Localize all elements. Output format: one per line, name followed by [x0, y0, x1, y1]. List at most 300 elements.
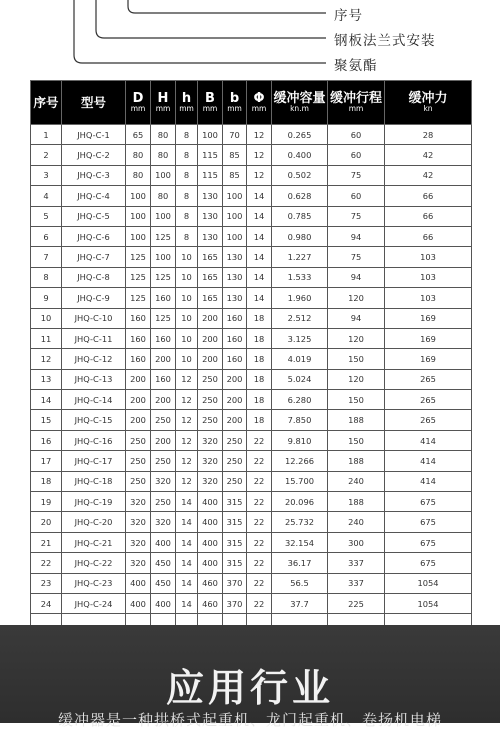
table-cell: 75	[328, 206, 385, 226]
table-cell: 160	[223, 349, 247, 369]
column-header-label: 序号	[33, 94, 59, 110]
table-cell: 103	[385, 288, 472, 308]
table-cell: 100	[223, 206, 247, 226]
column-header-0	[31, 81, 62, 125]
table-cell: 21	[31, 532, 62, 552]
table-row	[31, 145, 472, 165]
table-cell: JHQ-C-13	[62, 369, 126, 389]
table-cell: 200	[223, 369, 247, 389]
table-cell: 675	[385, 553, 472, 573]
table-cell: 80	[126, 145, 151, 165]
table-cell: JHQ-C-8	[62, 267, 126, 287]
column-header-3	[151, 81, 176, 125]
table-cell: 14	[247, 267, 272, 287]
table-cell: 1	[31, 125, 62, 145]
table-cell: 60	[328, 186, 385, 206]
table-cell: 94	[328, 308, 385, 328]
table-cell: 450	[151, 553, 176, 573]
table-cell: 450	[151, 573, 176, 593]
table-cell: 265	[385, 369, 472, 389]
leader-line-material	[74, 0, 326, 63]
table-row	[31, 247, 472, 267]
table-row	[31, 267, 472, 287]
table-cell: 250	[198, 390, 223, 410]
table-cell: 675	[385, 532, 472, 552]
column-header-2	[126, 81, 151, 125]
table-cell: 200	[151, 390, 176, 410]
table-cell: 23	[31, 573, 62, 593]
table-cell: 225	[328, 593, 385, 613]
table-cell: 8	[176, 206, 198, 226]
table-cell: 414	[385, 451, 472, 471]
column-header-6	[223, 81, 247, 125]
table-cell: 7	[31, 247, 62, 267]
table-cell: 315	[223, 512, 247, 532]
table-cell: 42	[385, 165, 472, 185]
table-row	[31, 369, 472, 389]
table-cell: 56.5	[272, 573, 328, 593]
table-cell: JHQ-C-23	[62, 573, 126, 593]
table-cell: 200	[151, 430, 176, 450]
table-cell: 100	[151, 247, 176, 267]
banner-title: 应用行业	[165, 665, 334, 710]
table-cell: 14	[176, 553, 198, 573]
table-cell: 18	[247, 328, 272, 348]
table-cell: 250	[151, 451, 176, 471]
table-cell: JHQ-C-6	[62, 226, 126, 246]
table-cell: 22	[247, 593, 272, 613]
table-cell: 25.732	[272, 512, 328, 532]
table-cell: 160	[151, 288, 176, 308]
table-cell: JHQ-C-21	[62, 532, 126, 552]
table-cell: 300	[328, 532, 385, 552]
table-cell: 160	[151, 328, 176, 348]
table-cell: 20	[31, 512, 62, 532]
table-cell: 10	[176, 328, 198, 348]
table-cell: 12	[176, 369, 198, 389]
column-header-7	[247, 81, 272, 125]
table-cell: 12.266	[272, 451, 328, 471]
table-cell: 0.785	[272, 206, 328, 226]
table-cell: 14	[247, 226, 272, 246]
table-cell: 120	[328, 328, 385, 348]
table-cell: 320	[198, 430, 223, 450]
column-header-label: 缓冲行程	[329, 90, 382, 106]
table-cell: 125	[151, 267, 176, 287]
table-cell: 10	[31, 308, 62, 328]
table-cell: 130	[223, 288, 247, 308]
table-cell: 400	[151, 532, 176, 552]
leader-line-serial	[128, 0, 326, 13]
table-cell: 315	[223, 553, 247, 573]
table-cell: 125	[151, 226, 176, 246]
table-cell: 6	[31, 226, 62, 246]
table-cell: 250	[126, 451, 151, 471]
table-cell: 315	[223, 492, 247, 512]
table-cell: 18	[247, 390, 272, 410]
table-cell: 169	[385, 328, 472, 348]
table-cell: 12	[176, 430, 198, 450]
table-cell: 150	[328, 390, 385, 410]
table-cell: 60	[328, 145, 385, 165]
table-cell: 160	[126, 328, 151, 348]
table-cell: 160	[151, 369, 176, 389]
table-cell: 150	[328, 349, 385, 369]
table-cell: 1.227	[272, 247, 328, 267]
legend-label-mount: 钢板法兰式安装	[334, 33, 436, 49]
table-cell: 0.628	[272, 186, 328, 206]
table-row	[31, 288, 472, 308]
table-cell: 32.154	[272, 532, 328, 552]
table-row	[31, 512, 472, 532]
table-cell: 14	[176, 593, 198, 613]
table-row	[31, 532, 472, 552]
table-cell: 400	[198, 492, 223, 512]
table-body	[31, 125, 472, 643]
table-cell: 14	[176, 512, 198, 532]
table-cell: 14	[247, 206, 272, 226]
table-cell: 240	[328, 471, 385, 491]
table-cell: 165	[198, 288, 223, 308]
table-row	[31, 390, 472, 410]
table-cell: 65	[126, 125, 151, 145]
table-cell: 14	[247, 186, 272, 206]
table-cell: 125	[151, 308, 176, 328]
column-header-label: 缓冲力	[408, 90, 448, 106]
table-row	[31, 328, 472, 348]
table-cell: 60	[328, 125, 385, 145]
table-cell: 8	[176, 125, 198, 145]
table-cell: 0.980	[272, 226, 328, 246]
column-header-9	[328, 81, 385, 125]
column-header-unit: mm	[251, 104, 267, 114]
table-row	[31, 226, 472, 246]
table-row	[31, 349, 472, 369]
table-cell: 315	[223, 532, 247, 552]
table-cell: 103	[385, 247, 472, 267]
table-cell: 66	[385, 186, 472, 206]
table-cell: 1.533	[272, 267, 328, 287]
table-cell: 0.400	[272, 145, 328, 165]
table-row	[31, 186, 472, 206]
table-cell: 1054	[385, 593, 472, 613]
table-cell: 320	[126, 512, 151, 532]
column-header-1	[62, 81, 126, 125]
table-cell: 8	[176, 226, 198, 246]
table-cell: 3	[31, 165, 62, 185]
table-cell: 14	[247, 288, 272, 308]
table-cell: 14	[31, 390, 62, 410]
table-cell: 75	[328, 247, 385, 267]
table-cell: 12	[247, 145, 272, 165]
table-cell: JHQ-C-12	[62, 349, 126, 369]
table-cell: 250	[198, 410, 223, 430]
table-header	[31, 81, 472, 125]
table-cell: 18	[31, 471, 62, 491]
table-cell: 1054	[385, 573, 472, 593]
table-cell: 460	[198, 573, 223, 593]
table-cell: 22	[247, 492, 272, 512]
table-cell: 120	[328, 288, 385, 308]
table-cell: 12	[176, 390, 198, 410]
table-cell: 14	[176, 532, 198, 552]
table-row	[31, 410, 472, 430]
table-cell: 12	[247, 125, 272, 145]
table-cell: 13	[31, 369, 62, 389]
column-header-label: b	[229, 90, 240, 106]
table-cell: 414	[385, 471, 472, 491]
table-cell: 8	[176, 165, 198, 185]
table-cell: 19	[31, 492, 62, 512]
table-cell: 80	[126, 165, 151, 185]
table-cell: 94	[328, 267, 385, 287]
leader-line-mount	[96, 0, 326, 38]
table-cell: JHQ-C-16	[62, 430, 126, 450]
table-row	[31, 125, 472, 145]
table-cell: 240	[328, 512, 385, 532]
legend-diagram	[0, 0, 500, 80]
column-header-unit: mm	[155, 104, 171, 114]
table-cell: JHQ-C-22	[62, 553, 126, 573]
table-cell: 20.096	[272, 492, 328, 512]
table-cell: JHQ-C-3	[62, 165, 126, 185]
banner-subtitle: 缓冲器是一种拱桥式起重机、龙门起重机、卷扬机电梯	[57, 711, 442, 729]
table-cell: 200	[223, 390, 247, 410]
table-cell: 17	[31, 451, 62, 471]
table-cell: 5.024	[272, 369, 328, 389]
table-row	[31, 553, 472, 573]
table-cell: JHQ-C-1	[62, 125, 126, 145]
table-cell: 130	[198, 226, 223, 246]
table-cell: 675	[385, 492, 472, 512]
table-cell: 320	[198, 471, 223, 491]
table-cell: 66	[385, 226, 472, 246]
table-cell: 100	[223, 186, 247, 206]
table-cell: 6.280	[272, 390, 328, 410]
table-row	[31, 573, 472, 593]
table-cell: 42	[385, 145, 472, 165]
table-cell: 22	[247, 512, 272, 532]
column-header-label: B	[205, 90, 215, 106]
table-row	[31, 308, 472, 328]
table-cell: 250	[198, 369, 223, 389]
table-cell: 80	[151, 125, 176, 145]
table-cell: 188	[328, 451, 385, 471]
table-cell: 130	[198, 206, 223, 226]
table-cell: JHQ-C-2	[62, 145, 126, 165]
spec-table	[30, 80, 472, 643]
table-cell: 200	[198, 328, 223, 348]
table-cell: 8	[31, 267, 62, 287]
column-header-unit: mm	[202, 104, 218, 114]
table-row	[31, 165, 472, 185]
column-header-4	[176, 81, 198, 125]
table-cell: 7.850	[272, 410, 328, 430]
table-cell: 250	[151, 492, 176, 512]
table-row	[31, 206, 472, 226]
table-cell: 169	[385, 308, 472, 328]
table-cell: 188	[328, 492, 385, 512]
table-cell: 125	[126, 247, 151, 267]
table-cell: 160	[223, 328, 247, 348]
table-cell: 414	[385, 430, 472, 450]
column-header-label: h	[181, 90, 192, 106]
table-cell: 1.960	[272, 288, 328, 308]
spec-table-wrapper	[30, 80, 471, 643]
table-cell: JHQ-C-9	[62, 288, 126, 308]
table-cell: 2.512	[272, 308, 328, 328]
table-cell: 4	[31, 186, 62, 206]
table-cell: 10	[176, 349, 198, 369]
application-banner	[0, 625, 500, 729]
table-cell: 250	[126, 471, 151, 491]
table-cell: 18	[247, 369, 272, 389]
table-cell: 165	[198, 247, 223, 267]
table-cell: JHQ-C-7	[62, 247, 126, 267]
table-cell: JHQ-C-5	[62, 206, 126, 226]
table-cell: 15	[31, 410, 62, 430]
table-cell: 250	[126, 430, 151, 450]
table-cell: 320	[126, 532, 151, 552]
table-cell: 14	[176, 492, 198, 512]
table-cell: 120	[328, 369, 385, 389]
column-header-unit: mm	[348, 104, 364, 114]
table-cell: JHQ-C-19	[62, 492, 126, 512]
table-cell: 460	[198, 593, 223, 613]
table-row	[31, 471, 472, 491]
column-header-label: 缓冲容量	[273, 90, 326, 106]
table-row	[31, 451, 472, 471]
table-cell: 100	[126, 186, 151, 206]
table-cell: 400	[198, 512, 223, 532]
table-cell: 400	[126, 573, 151, 593]
table-cell: JHQ-C-18	[62, 471, 126, 491]
column-header-unit: mm	[227, 104, 242, 114]
table-cell: 130	[198, 186, 223, 206]
column-header-10	[385, 81, 472, 125]
table-cell: 12	[176, 471, 198, 491]
table-cell: 160	[126, 308, 151, 328]
table-cell: 75	[328, 165, 385, 185]
table-cell: 11	[31, 328, 62, 348]
table-row	[31, 492, 472, 512]
table-cell: 94	[328, 226, 385, 246]
table-cell: 22	[247, 430, 272, 450]
table-cell: 16	[31, 430, 62, 450]
table-cell: 5	[31, 206, 62, 226]
table-cell: 320	[126, 553, 151, 573]
legend-label-material: 聚氨酯	[334, 58, 378, 74]
table-cell: 10	[176, 247, 198, 267]
table-cell: 12	[176, 410, 198, 430]
table-cell: 100	[126, 206, 151, 226]
table-cell: 3.125	[272, 328, 328, 348]
table-cell: 400	[198, 532, 223, 552]
table-cell: JHQ-C-17	[62, 451, 126, 471]
table-cell: 130	[223, 247, 247, 267]
table-cell: 80	[151, 145, 176, 165]
table-cell: 188	[328, 410, 385, 430]
table-cell: 12	[176, 451, 198, 471]
table-cell: JHQ-C-14	[62, 390, 126, 410]
table-cell: 250	[151, 410, 176, 430]
table-cell: 265	[385, 390, 472, 410]
table-cell: 80	[151, 186, 176, 206]
table-row	[31, 430, 472, 450]
table-cell: 10	[176, 308, 198, 328]
table-cell: 200	[223, 410, 247, 430]
table-cell: 103	[385, 267, 472, 287]
table-cell: 12	[31, 349, 62, 369]
column-header-5	[198, 81, 223, 125]
table-cell: 337	[328, 553, 385, 573]
table-cell: 200	[198, 349, 223, 369]
legend-label-serial: 序号	[334, 8, 363, 24]
table-cell: 70	[223, 125, 247, 145]
table-cell: 4.019	[272, 349, 328, 369]
table-cell: 150	[328, 430, 385, 450]
table-cell: 250	[223, 430, 247, 450]
table-cell: 12	[247, 165, 272, 185]
column-header-8	[272, 81, 328, 125]
table-cell: 24	[31, 593, 62, 613]
table-cell: 160	[126, 349, 151, 369]
table-row	[31, 593, 472, 613]
table-cell: 100	[151, 206, 176, 226]
table-cell: 320	[151, 512, 176, 532]
table-cell: 200	[126, 410, 151, 430]
table-cell: 400	[126, 593, 151, 613]
table-cell: 115	[198, 165, 223, 185]
column-header-unit: mm	[130, 104, 146, 114]
table-cell: 675	[385, 512, 472, 532]
column-header-unit: kn	[423, 104, 433, 114]
table-cell: 18	[247, 308, 272, 328]
table-cell: 14	[247, 247, 272, 267]
table-cell: 85	[223, 165, 247, 185]
table-cell: 22	[247, 553, 272, 573]
table-cell: 9	[31, 288, 62, 308]
table-cell: 400	[151, 593, 176, 613]
table-cell: 320	[126, 492, 151, 512]
table-cell: 160	[223, 308, 247, 328]
table-cell: 22	[247, 573, 272, 593]
column-header-unit: kn.m	[290, 104, 309, 114]
table-cell: 125	[126, 267, 151, 287]
table-cell: 0.265	[272, 125, 328, 145]
table-cell: 37.7	[272, 593, 328, 613]
table-cell: JHQ-C-11	[62, 328, 126, 348]
table-cell: 200	[198, 308, 223, 328]
table-cell: 22	[31, 553, 62, 573]
table-cell: 165	[198, 267, 223, 287]
table-cell: 250	[223, 471, 247, 491]
table-cell: 85	[223, 145, 247, 165]
table-cell: 115	[198, 145, 223, 165]
table-cell: 14	[176, 573, 198, 593]
table-cell: JHQ-C-4	[62, 186, 126, 206]
table-cell: 100	[223, 226, 247, 246]
table-cell: 100	[126, 226, 151, 246]
table-cell: 100	[198, 125, 223, 145]
table-cell: JHQ-C-15	[62, 410, 126, 430]
table-cell: 200	[126, 390, 151, 410]
table-cell: 370	[223, 573, 247, 593]
table-cell: 15.700	[272, 471, 328, 491]
table-cell: 0.502	[272, 165, 328, 185]
table-cell: 18	[247, 410, 272, 430]
table-cell: 36.17	[272, 553, 328, 573]
